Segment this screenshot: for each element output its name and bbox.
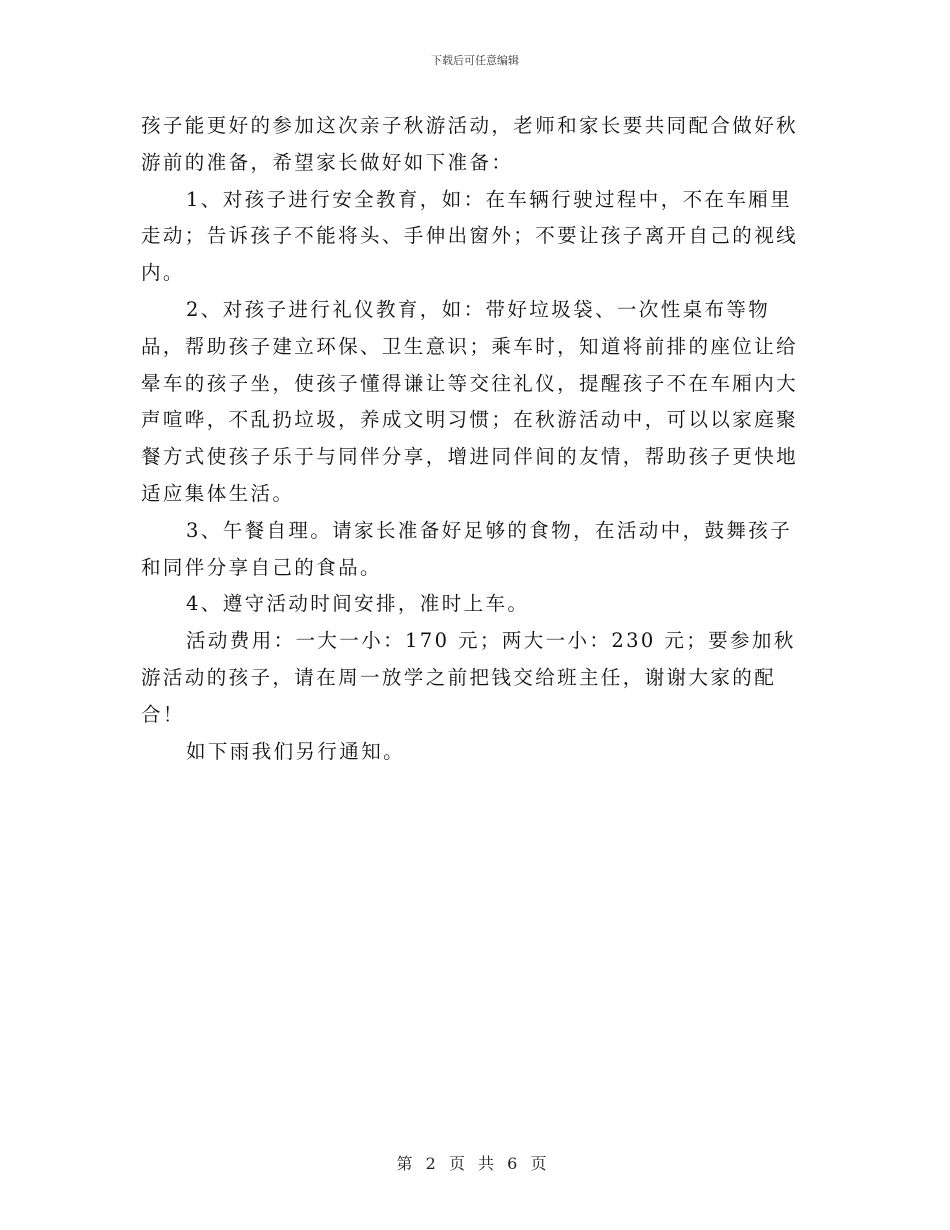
footer-page-suffix: 页 [530, 1154, 548, 1173]
paragraph-item-1: 1、对孩子进行安全教育，如：在车辆行驶过程中，不在车厢里走动；告诉孩子不能将头、手伸出窗外；不要让孩子离开自己的视线内。 [141, 187, 799, 285]
paragraph-item-3: 3、午餐自理。请家长准备好足够的食物，在活动中，鼓舞孩子和同伴分享自己的食品。 [141, 518, 793, 579]
paragraph-fee: 活动费用：一大一小：170 元；两大一小：230 元；要参加秋游活动的孩子，请在周一放学之前把钱交给班主任，谢谢大家的配合！ [141, 629, 796, 726]
paragraph-item-4: 4、遵守活动时间安排，准时上车。 [186, 592, 530, 616]
document-body [141, 108, 809, 770]
footer-page-prefix: 第 [396, 1154, 414, 1173]
paragraph-rain-notice: 如下雨我们另行通知。 [186, 739, 406, 763]
page-footer [0, 1154, 950, 1174]
footer-current-page: 2 [425, 1154, 437, 1173]
page-header: 下载后可任意编辑 [431, 54, 519, 67]
footer-total-pages: 6 [507, 1154, 519, 1173]
paragraph-intro: 孩子能更好的参加这次亲子秋游活动，老师和家长要共同配合做好秋游前的准备，希望家长做好如下准备： [141, 114, 799, 174]
footer-total-word: 共 [478, 1154, 496, 1173]
footer-page-word: 页 [448, 1154, 466, 1173]
paragraph-item-2: 2、对孩子进行礼仪教育，如：带好垃圾袋、一次性桌布等物品，帮助孩子建立环保、卫生意识；乘车时，知道将前排的座位让给晕车的孩子坐，使孩子懂得谦让等交往礼仪，提醒孩子不在车厢内大声喧哗，不乱扔垃圾，养成文明习惯；在秋游活动中，可以以家庭聚餐方式使孩子乐于与同伴分享，增进同伴间的友情，帮助孩子更快地适应集体生活。 [141, 297, 799, 505]
